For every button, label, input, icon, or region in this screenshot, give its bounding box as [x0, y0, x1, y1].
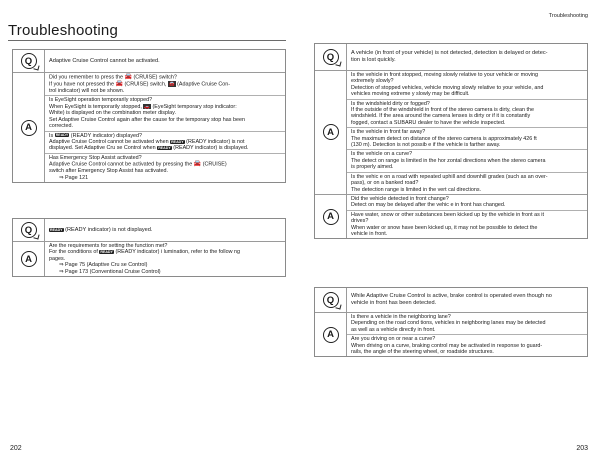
title-divider	[8, 40, 286, 41]
question-icon: Q	[323, 292, 339, 308]
question-text: A vehicle (in front of your vehicle) is not detected, detection is delayed or detec- tion is lost quickly.	[351, 50, 548, 63]
answer-cell-near-curve: Are you driving on or near a curve? When driving on a curve, braking control may be activated in response to guard- rails, the angle of the steering wheel, or roadside structures.	[347, 334, 587, 356]
answer-cell-windshield: Is the windshield dirty or fogged? If the outside of the windshield in front of the stereo camera is dirty, clean the windshield. If the area around the camera lenses is dirty or if it is constantly fogged, contact a SUBARU dealer to have the vehicle inspected.	[347, 99, 587, 128]
answer-icon: A	[323, 209, 339, 225]
answer-icon: A	[21, 251, 37, 267]
question-icon: Q	[21, 53, 37, 69]
qa-group-brake-without-vehicle	[314, 287, 588, 357]
page-reference-link[interactable]: ⇒ Page 121	[59, 174, 89, 181]
answer-cell-grades: Is the vehic e on a road with repeated uphill and downhill grades (such as an over- pass), or on a banked road? The detection range is limited in the vert cal directions.	[347, 172, 587, 194]
acc-indicator-icon: 🚘	[168, 81, 175, 87]
answer-cell-cruise-switch: Did you remember to press the 🚘 (CRUISE) switch? If you have not pressed the 🚘 (CRUISE) switch, 🚘 (Adaptive Cruise Con- trol indicator) will not be shown.	[49, 74, 231, 95]
answer-icon: A	[323, 124, 339, 140]
question-text: READY (READY indicator) is not displayed.	[50, 226, 153, 233]
qa-group-vehicle-not-detected	[314, 43, 588, 239]
answer-cell-far-away: Is the vehicle in front far away? The maximum detect on distance of the stereo camera is approximately 426 ft (130 m). Detection is not possib e if the vehicle is farther away.	[347, 127, 587, 149]
running-header: Troubleshooting	[548, 13, 588, 19]
page-reference-link[interactable]: ⇒ Page 173 (Conventional Cruise Control)	[59, 268, 161, 275]
cruise-switch-icon: 🚘	[124, 74, 132, 80]
answer-icon: A	[323, 327, 339, 343]
answer-cell-requirements: Are the requirements for setting the function met? For the conditions of READY (READY indicator) i lumination, refer to the follow ng pages. ⇒ Page 75 (Adaptive Cru se Control) ⇒ Page 173 (Conventional Cruise Control)	[45, 242, 285, 276]
page-reference-link[interactable]: ⇒ Page 75 (Adaptive Cru se Control)	[59, 262, 148, 269]
answer-cell-emergency-stop: Has Emergency Stop Assist activated? Adaptive Cruise Control cannot be activated by pressing the 🚘 (CRUISE) switch after Emergency Stop Assist has activated. ⇒ Page 121	[45, 153, 285, 182]
page-number-right: 203	[576, 445, 588, 452]
question-icon: Q	[21, 222, 37, 238]
ready-indicator-icon: READY	[100, 249, 113, 254]
answer-icon: A	[21, 120, 37, 136]
eyesight-stop-indicator-icon: 🚗	[144, 103, 150, 109]
answer-cell-vehicle-changed: Did the vehicle detected in front change? Detect on may be delayed after the vehic e in front has changed.	[351, 195, 506, 209]
ready-indicator-icon: READY	[55, 133, 69, 138]
question-text: While Adaptive Cruise Control is active, brake control is operated even though no vehicle in front has been detected.	[351, 293, 552, 306]
answer-cell-neighboring-lane: Is there a vehicle in the neighboring lane? Depending on the road cond tions, vehicles in neighboring lanes may be detected as well as a vehicle directly in front.	[351, 314, 546, 333]
ready-indicator-icon: READY	[50, 227, 63, 232]
answer-cell-slow-vehicle: Is the vehicle in front stopped, moving slowly relative to your vehicle or moving extremely slowly? Detection of stopped vehicles, vehicle moving slowly relative to your vehicle, and vehicles moving extreme y slowly may be difficult.	[351, 72, 544, 98]
question-icon: Q	[323, 49, 339, 65]
qa-group-acc-not-activated	[12, 49, 286, 183]
answer-cell-eyesight-stopped: Is EyeSight operation temporarily stopped? When EyeSight is temporarily stopped, 🚗 (EyeSight temporary stop indicator: White) is displayed on the combination meter display. Set Adaptive Cruise Control again after the cause for the temporary stop has been corrected.	[45, 95, 285, 130]
question-text: Adaptive Cruise Control cannot be activated.	[49, 57, 160, 64]
answer-cell-ready-indicator: Is READY (READY indicator) displayed? Adaptive Cruise Control cannot be activated when READY (READY indicator) is not displayed. Set Adaptive Cru se Control when READY (READY indicator) is displayed.	[45, 131, 285, 153]
cruise-switch-icon: 🚘	[193, 161, 202, 168]
page-title: Troubleshooting	[8, 22, 119, 39]
ready-indicator-icon: READY	[158, 145, 171, 150]
qa-group-ready-not-displayed	[12, 218, 286, 277]
ready-indicator-icon: READY	[171, 139, 184, 144]
cruise-switch-icon: 🚘	[115, 81, 124, 88]
page-number-left: 202	[10, 445, 22, 452]
answer-cell-water-snow: Have water, snow or other substances been kicked up by the vehicle in front as it drives? When water or snow have been kicked up, it may not be possible to detect the vehicle in front.	[347, 210, 587, 239]
answer-cell-curve: Is the vehicle on a curve? The detect on range is limited in the hor zontal directions when the stereo camera is properly aimed.	[347, 149, 587, 171]
